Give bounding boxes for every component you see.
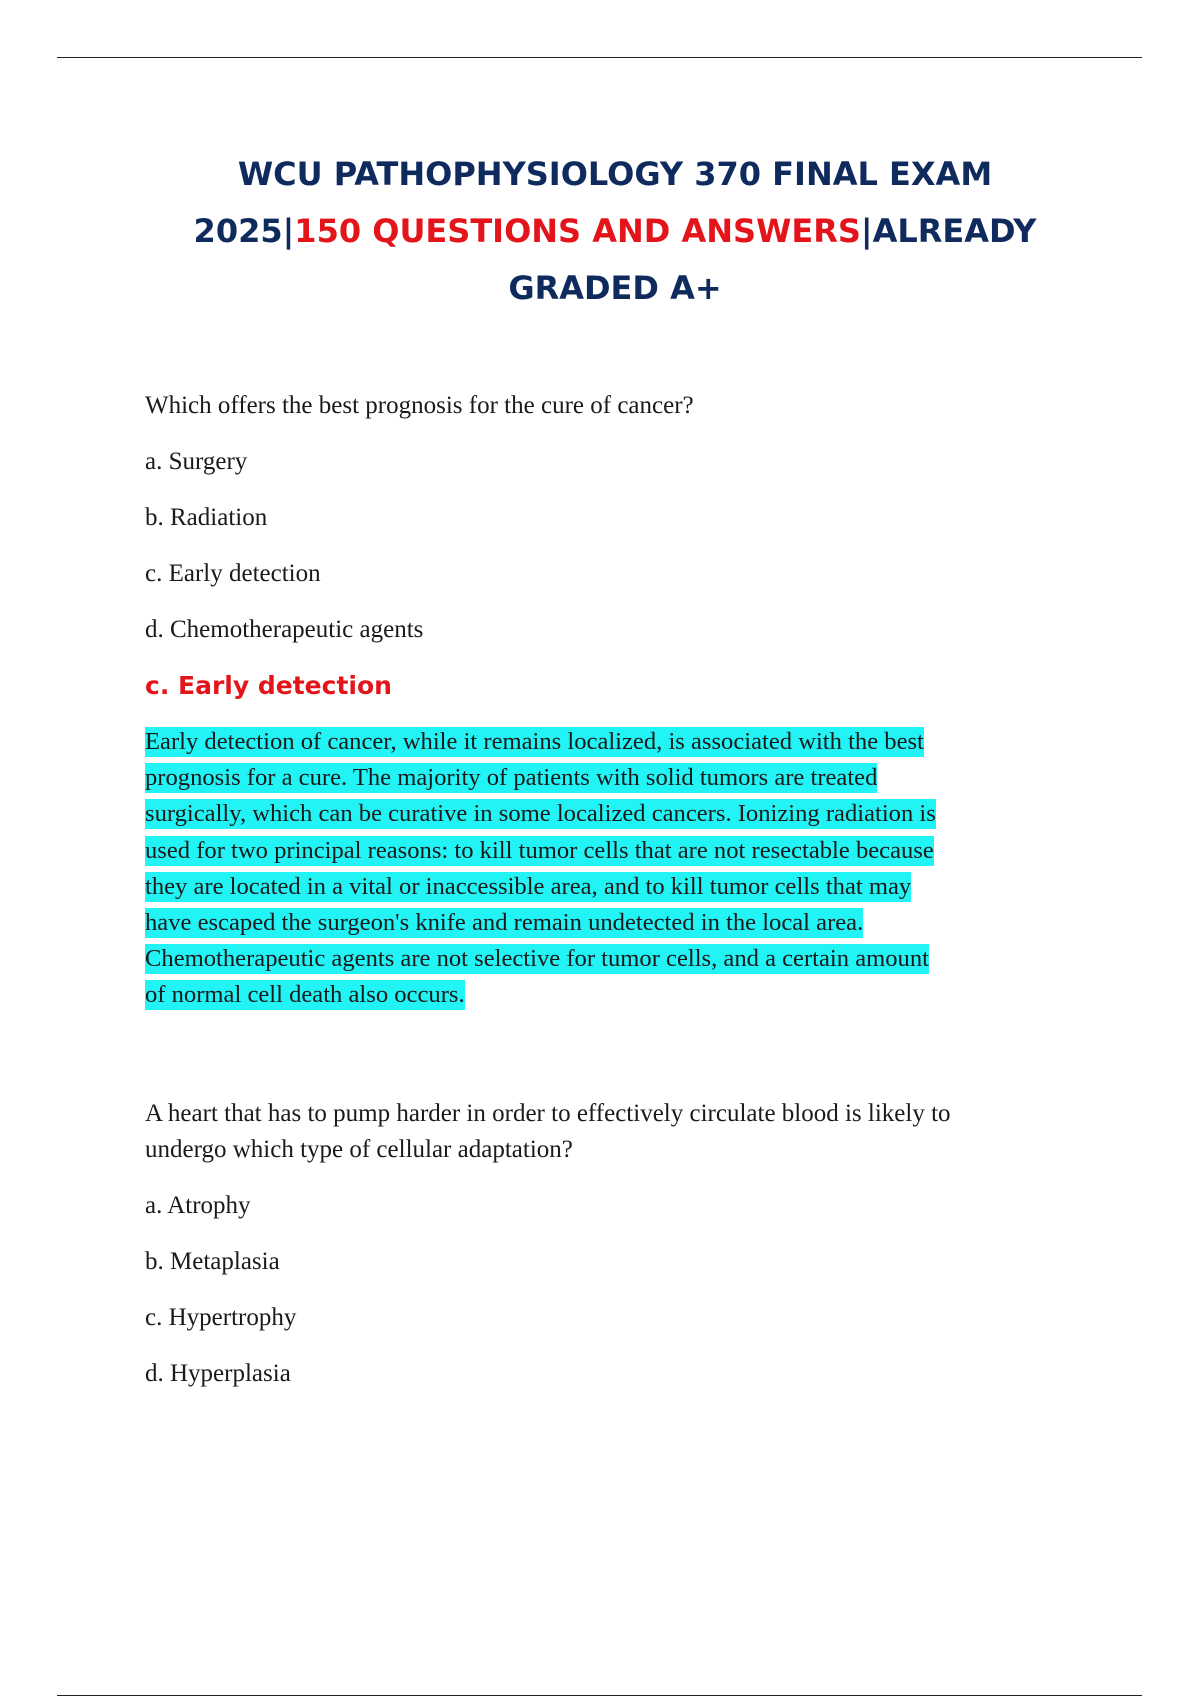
question-2-line: undergo which type of cellular adaptation? xyxy=(145,1135,573,1163)
explanation-line: of normal cell death also occurs. xyxy=(145,981,465,1009)
title-highlight: 150 QUESTIONS AND ANSWERS xyxy=(294,212,861,250)
question-1-answer: c. Early detection xyxy=(145,671,392,700)
explanation-line: used for two principal reasons: to kill tumor cells that are not resectable because xyxy=(145,836,934,864)
explanation-line: prognosis for a cure. The majority of patients with solid tumors are treated xyxy=(145,764,878,792)
question-1-option-b: b. Radiation xyxy=(145,504,268,531)
title-year: 2025| xyxy=(193,212,295,250)
question-1-option-c: c. Early detection xyxy=(145,560,321,587)
question-1-option-a: a. Surgery xyxy=(145,448,248,475)
explanation-line: surgically, which can be curative in some localized cancers. Ionizing radiation is xyxy=(145,800,936,828)
bottom-divider xyxy=(57,1695,1142,1696)
explanation-line: Early detection of cancer, while it remains localized, is associated with the best xyxy=(145,728,924,755)
explanation-line: have escaped the surgeon's knife and remain undetected in the local area. xyxy=(145,909,864,937)
question-1-text: Which offers the best prognosis for the cure of cancer? xyxy=(145,392,694,419)
document-title xyxy=(100,146,1130,317)
question-2-option-b: b. Metaplasia xyxy=(145,1247,280,1275)
explanation-line: they are located in a vital or inaccessible area, and to kill tumor cells that may xyxy=(145,872,912,900)
question-1-option-d: d. Chemotherapeutic agents xyxy=(145,616,424,643)
question-2-option-c: c. Hypertrophy xyxy=(145,1303,297,1331)
question-2-line: A heart that has to pump harder in order to effectively circulate blood is likely to xyxy=(145,1099,951,1127)
title-line-1: WCU PATHOPHYSIOLOGY 370 FINAL EXAM xyxy=(237,155,993,193)
title-line-3: GRADED A+ xyxy=(508,269,722,307)
question-2-option-a: a. Atrophy xyxy=(145,1191,251,1219)
question-1-explanation xyxy=(145,724,1075,1014)
document-body xyxy=(145,388,1075,1392)
explanation-line: Chemotherapeutic agents are not selective for tumor cells, and a certain amount xyxy=(145,945,929,973)
title-suffix: |ALREADY xyxy=(860,212,1037,250)
title-line-2 xyxy=(100,203,1130,260)
question-2-text xyxy=(145,1096,1075,1168)
top-divider xyxy=(57,57,1142,58)
question-2-option-d: d. Hyperplasia xyxy=(145,1359,291,1387)
